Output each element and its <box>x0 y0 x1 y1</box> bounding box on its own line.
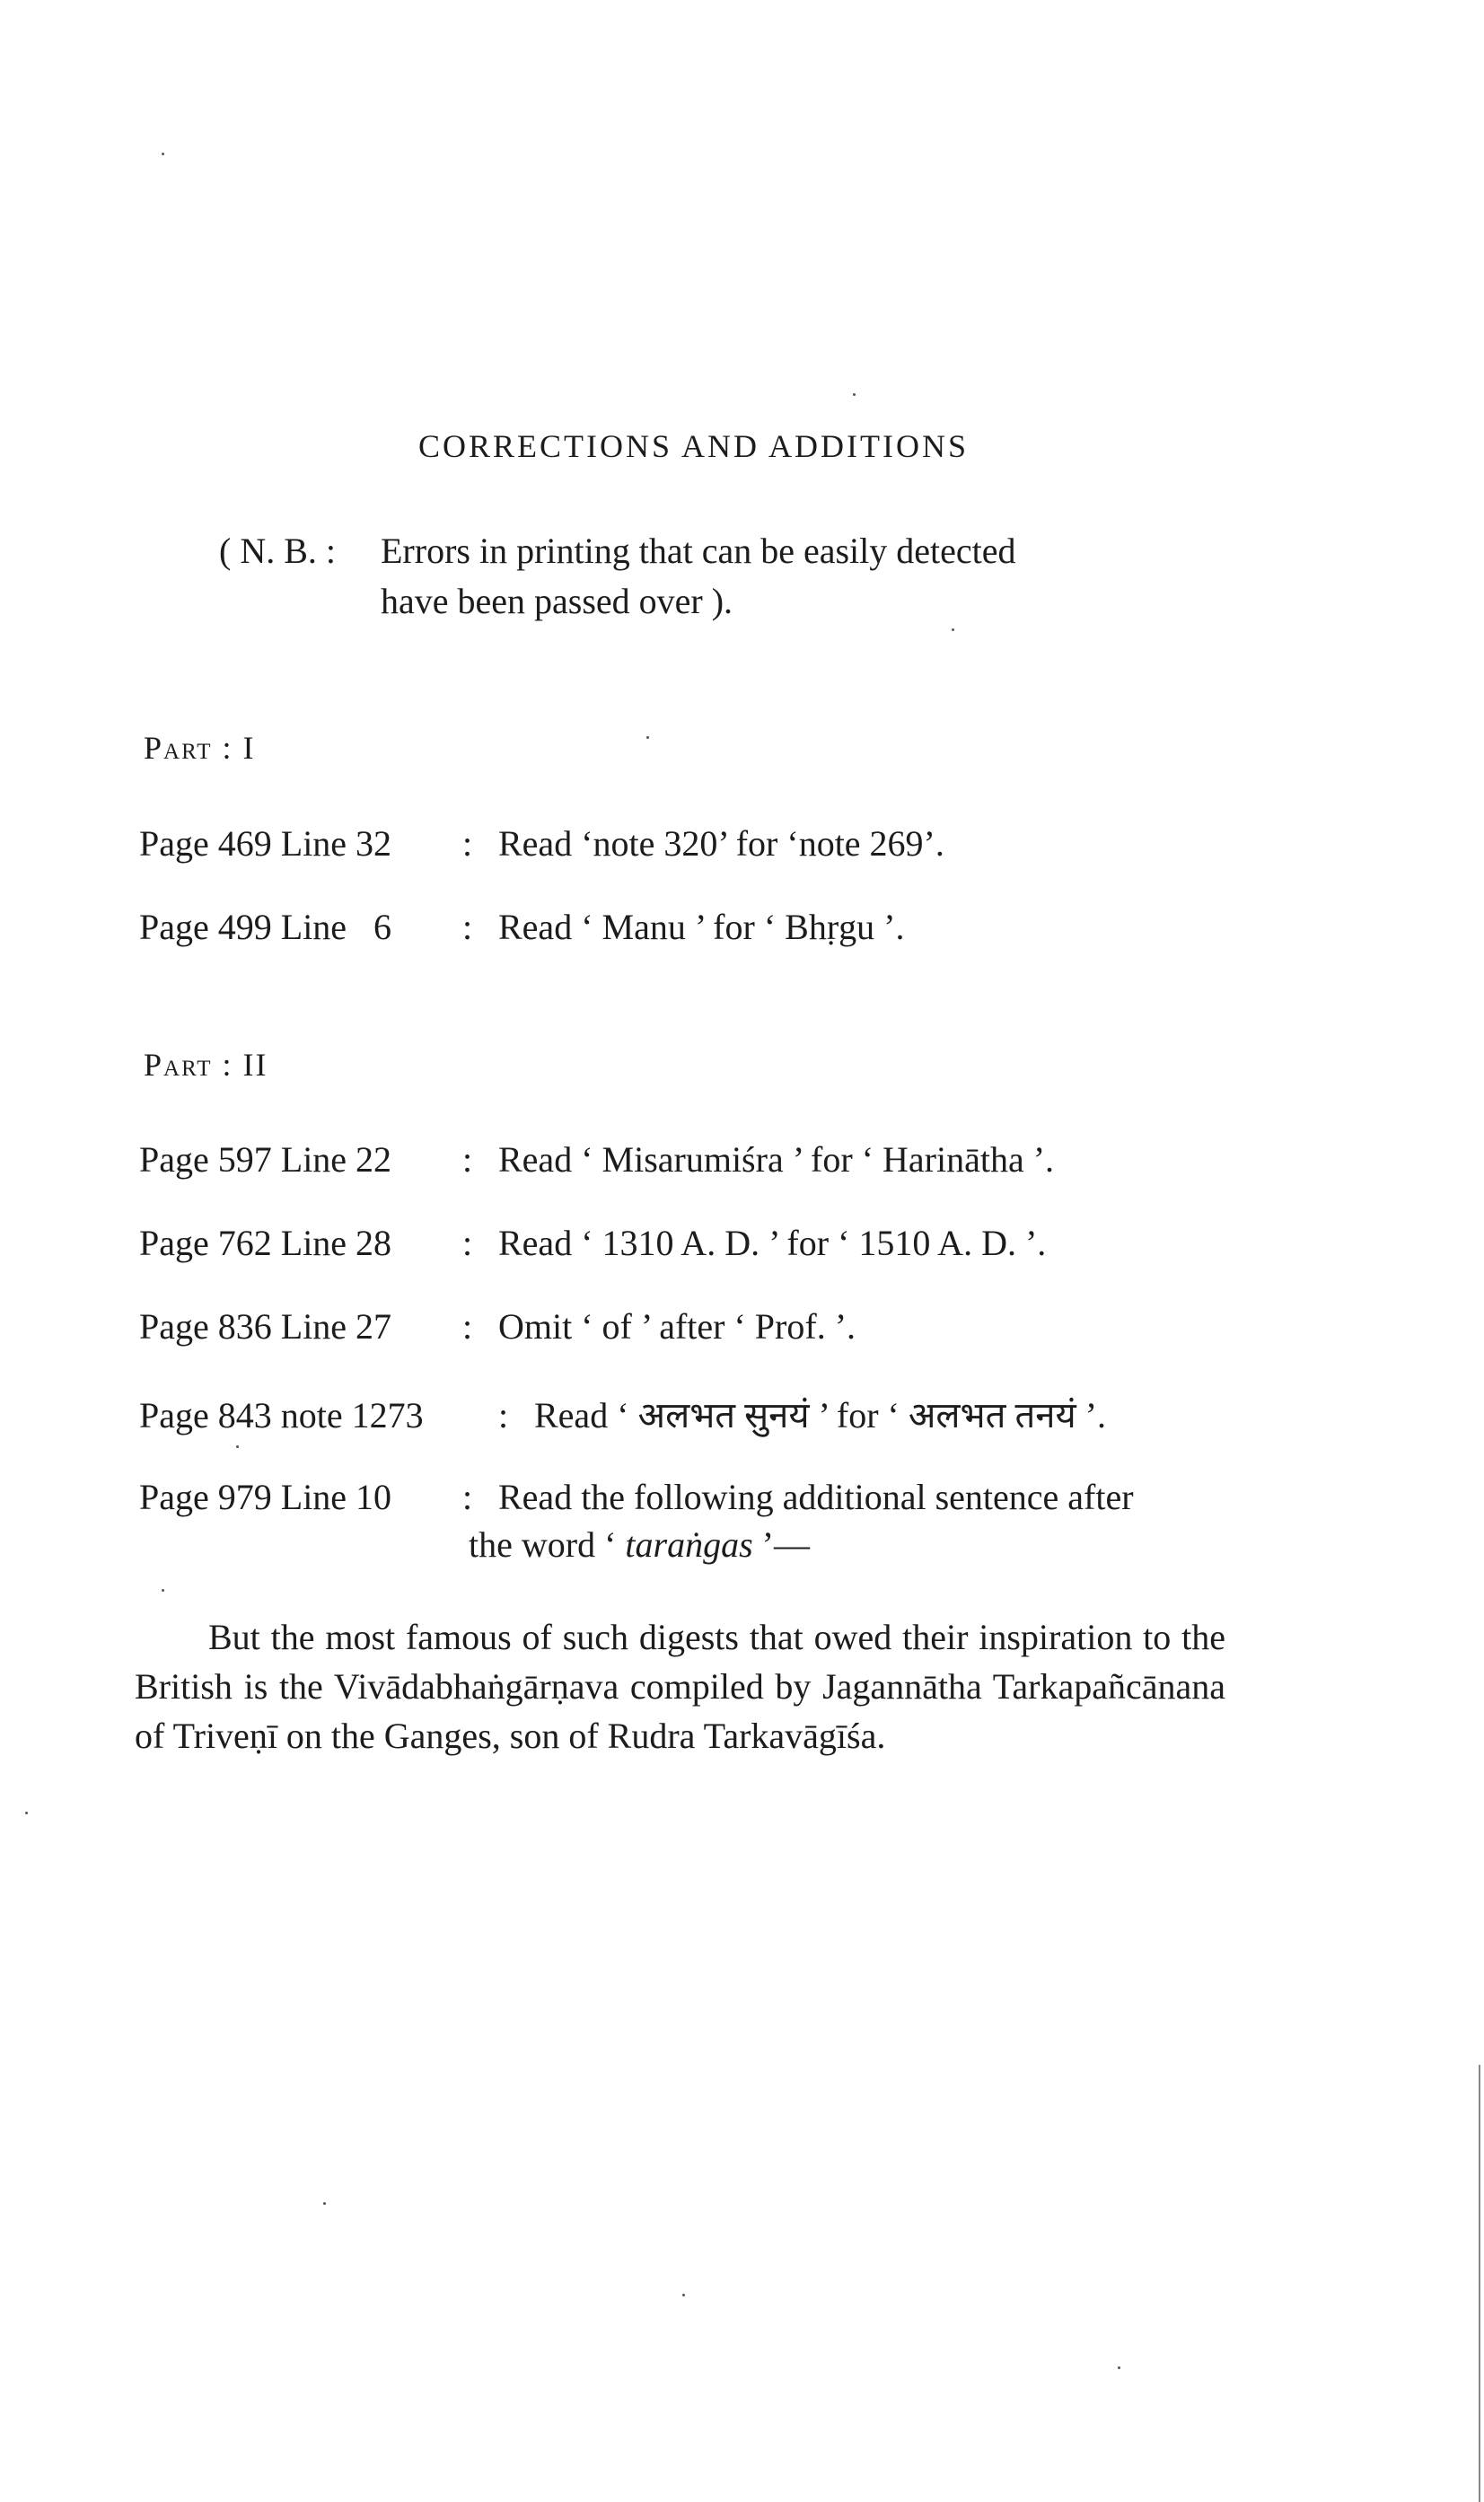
correction-entry <box>139 1389 1106 1438</box>
continuation-prefix: the word ‘ <box>469 1524 626 1565</box>
additional-paragraph: But the most famous of such digests that owed their inspiration to the British is the Vivādabhaṅgārṇava compiled by Jagannātha Tarkapañcānana of Triveṇī on the Ganges, son of Rudra Tarkavāgīśa. <box>135 1617 1225 1756</box>
entry-separator: : <box>462 823 473 864</box>
scan-speck <box>323 2202 326 2205</box>
entry-separator: : <box>462 1139 473 1180</box>
correction-entry <box>139 822 944 865</box>
entry-text: Read ‘note 320’ for ‘note 269’. <box>498 823 944 864</box>
nb-note <box>219 526 1016 627</box>
entry-separator: : <box>462 907 473 947</box>
entry-location: Page 469 Line 32 <box>139 823 392 864</box>
entry-text: Read ‘ Misarumiśra ’ for ‘ Harinātha ’. <box>498 1139 1055 1180</box>
page-title: CORRECTIONS AND ADDITIONS <box>417 428 970 464</box>
scan-speck <box>646 736 649 739</box>
continuation-italic-term: taraṅgas <box>625 1524 753 1565</box>
correction-entry <box>139 1305 856 1348</box>
correction-entry <box>139 1222 1046 1264</box>
nb-label: ( N. B. : <box>219 531 336 571</box>
entry-separator: : <box>462 1306 473 1347</box>
nb-line-1: Errors in printing that can be easily detected <box>381 531 1016 571</box>
entry-separator: : <box>462 1223 473 1263</box>
scan-speck <box>25 1812 28 1814</box>
part-2-heading: Part : II <box>144 1047 268 1083</box>
entry-separator: : <box>498 1395 509 1435</box>
entry-location: Page 762 Line 28 <box>139 1223 392 1263</box>
scan-edge-line <box>1479 2065 1480 2502</box>
correction-entry <box>139 1476 1134 1566</box>
entry-location: Page 836 Line 27 <box>139 1306 392 1347</box>
entry-text: Read ‘ Manu ’ for ‘ Bhṛgu ’. <box>498 907 905 947</box>
scan-speck <box>682 2294 685 2296</box>
nb-line-2: have been passed over ). <box>381 581 733 621</box>
scan-speck <box>236 1445 239 1448</box>
entry-text: Read ‘ अलभत सुनयं ’ for ‘ अलभत तनयं ’. <box>534 1395 1106 1435</box>
scan-speck <box>1118 2366 1120 2369</box>
part-1-heading: Part : I <box>144 730 256 766</box>
scan-speck <box>952 628 954 631</box>
entry-location: Page 843 note 1273 <box>139 1395 424 1435</box>
entry-text: Omit ‘ of ’ after ‘ Prof. ’. <box>498 1306 856 1347</box>
scan-speck <box>162 1589 164 1592</box>
continuation-suffix: ’— <box>752 1524 810 1565</box>
entry-location: Page 499 Line 6 <box>139 907 392 947</box>
entry-location: Page 597 Line 22 <box>139 1139 392 1180</box>
scan-speck <box>853 393 856 396</box>
entry-separator: : <box>462 1477 473 1517</box>
correction-entry <box>139 906 904 948</box>
entry-continuation <box>139 1523 1134 1566</box>
entry-location: Page 979 Line 10 <box>139 1477 392 1517</box>
entry-text: Read ‘ 1310 A. D. ’ for ‘ 1510 A. D. ’. <box>498 1223 1047 1263</box>
correction-entry <box>139 1138 1054 1181</box>
entry-text: Read the following additional sentence after <box>498 1477 1134 1517</box>
scan-speck <box>162 153 164 155</box>
